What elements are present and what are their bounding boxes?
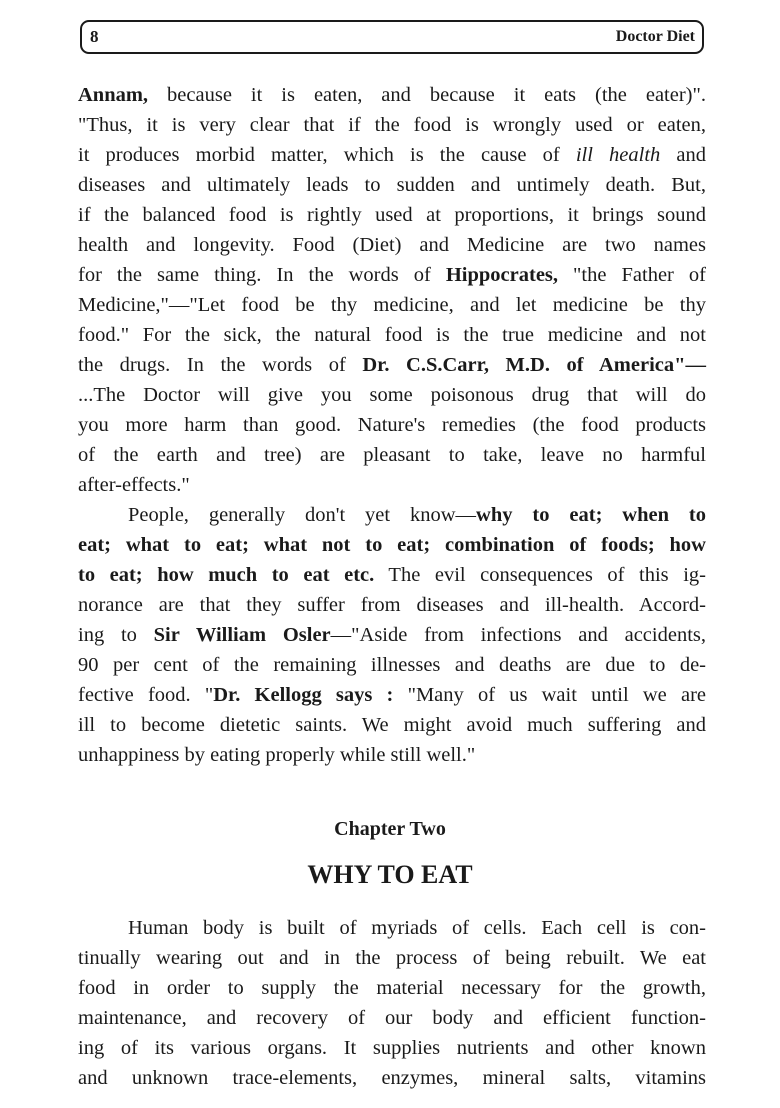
text-run: the drugs. In the words of: [78, 354, 363, 376]
text-run: of the earth and tree) are pleasant to take, leave no harmful: [78, 444, 706, 466]
text-run: after-effects.": [78, 474, 190, 496]
text-line: [78, 500, 706, 530]
text-run: ill to become dietetic saints. We might avoid much suffering and: [78, 714, 706, 736]
text-line: [78, 290, 706, 320]
bold-text: Sir William Osler: [153, 624, 331, 646]
text-run: unhappiness by eating properly while still well.": [78, 744, 476, 766]
bold-text: Hippocrates,: [445, 264, 559, 286]
text-line: [78, 110, 706, 140]
text-run: for the same thing. In the words of: [78, 264, 446, 286]
bold-text: Dr. C.S.Carr, M.D. of America"—: [362, 354, 707, 376]
text-line: [78, 943, 706, 973]
text-run: People, generally don't yet know—: [128, 504, 477, 526]
text-run: ing of its various organs. It supplies nutrients and other known: [78, 1037, 706, 1059]
text-run: food." For the sick, the natural food is the true medicine and not: [78, 324, 706, 346]
text-run: —"Aside from infections and accidents,: [330, 624, 706, 646]
text-run: Human body is built of myriads of cells. Each cell is con-: [128, 917, 706, 939]
text-line: [78, 320, 706, 350]
text-line: [78, 650, 706, 680]
chapter-title: WHY TO EAT: [307, 860, 473, 889]
book-title: Doctor Diet: [615, 28, 695, 45]
text-line: [78, 380, 706, 410]
text-run: because it is eaten, and because it eats (the eater)".: [148, 84, 706, 106]
text-run: health and longevity. Food (Diet) and Medicine are two names: [78, 234, 706, 256]
text-run: tinually wearing out and in the process of being rebuilt. We eat: [78, 947, 706, 969]
page-number: 8: [90, 27, 99, 46]
text-run: The evil consequences of this ig-: [374, 564, 706, 586]
text-run: and: [660, 144, 706, 166]
bold-text: to eat; how much to eat etc.: [78, 564, 375, 586]
text-run: ...The Doctor will give you some poisonous drug that will do: [78, 384, 706, 406]
paragraph-annam: [78, 80, 706, 500]
text-line: [78, 230, 706, 260]
text-run: fective food. ": [78, 684, 214, 706]
text-run: norance are that they suffer from diseases and ill-health. Accord-: [78, 594, 706, 616]
text-line: [78, 140, 706, 170]
text-line: [78, 1003, 706, 1033]
text-line: [78, 740, 706, 770]
text-line: [78, 470, 706, 500]
paragraph-human-body: [78, 913, 706, 1093]
text-line: [78, 620, 706, 650]
italic-text: ill health: [575, 144, 661, 166]
bold-text: why to eat; when to: [476, 504, 706, 526]
text-run: maintenance, and recovery of our body and efficient function-: [78, 1007, 706, 1029]
text-line: [78, 710, 706, 740]
paragraph-people-dont-know: [78, 500, 706, 770]
text-line: [78, 590, 706, 620]
text-line: [78, 1063, 706, 1093]
text-run: ing to: [78, 624, 154, 646]
text-line: [78, 1033, 706, 1063]
text-line: [78, 913, 706, 943]
text-line: [78, 80, 706, 110]
chapter-label: Chapter Two: [334, 818, 446, 840]
text-run: 90 per cent of the remaining illnesses and deaths are due to de-: [78, 654, 706, 676]
text-line: [78, 170, 706, 200]
text-line: [78, 973, 706, 1003]
text-run: you more harm than good. Nature's remedies (the food products: [78, 414, 706, 436]
text-line: [78, 200, 706, 230]
bold-text: eat; what to eat; what not to eat; combination of foods; how: [78, 534, 706, 556]
text-run: if the balanced food is rightly used at proportions, it brings sound: [78, 204, 706, 226]
text-line: [78, 680, 706, 710]
text-line: [78, 440, 706, 470]
running-head: [80, 20, 704, 54]
text-run: food in order to supply the material necessary for the growth,: [78, 977, 706, 999]
text-run: and unknown trace-elements, enzymes, mineral salts, vitamins: [78, 1067, 706, 1089]
text-run: diseases and ultimately leads to sudden and untimely death. But,: [78, 174, 706, 196]
text-line: [78, 560, 706, 590]
text-line: [78, 260, 706, 290]
text-run: "Thus, it is very clear that if the food is wrongly used or eaten,: [78, 114, 706, 136]
bold-text: Dr. Kellogg says :: [213, 684, 394, 706]
bold-text: Annam,: [78, 84, 149, 106]
text-line: [78, 350, 706, 380]
text-run: "Many of us wait until we are: [393, 684, 706, 706]
text-run: Medicine,"—"Let food be thy medicine, and let medicine be thy: [78, 294, 706, 316]
text-run: "the Father of: [558, 264, 706, 286]
text-run: it produces morbid matter, which is the cause of: [78, 144, 576, 166]
text-line: [78, 530, 706, 560]
text-line: [78, 410, 706, 440]
